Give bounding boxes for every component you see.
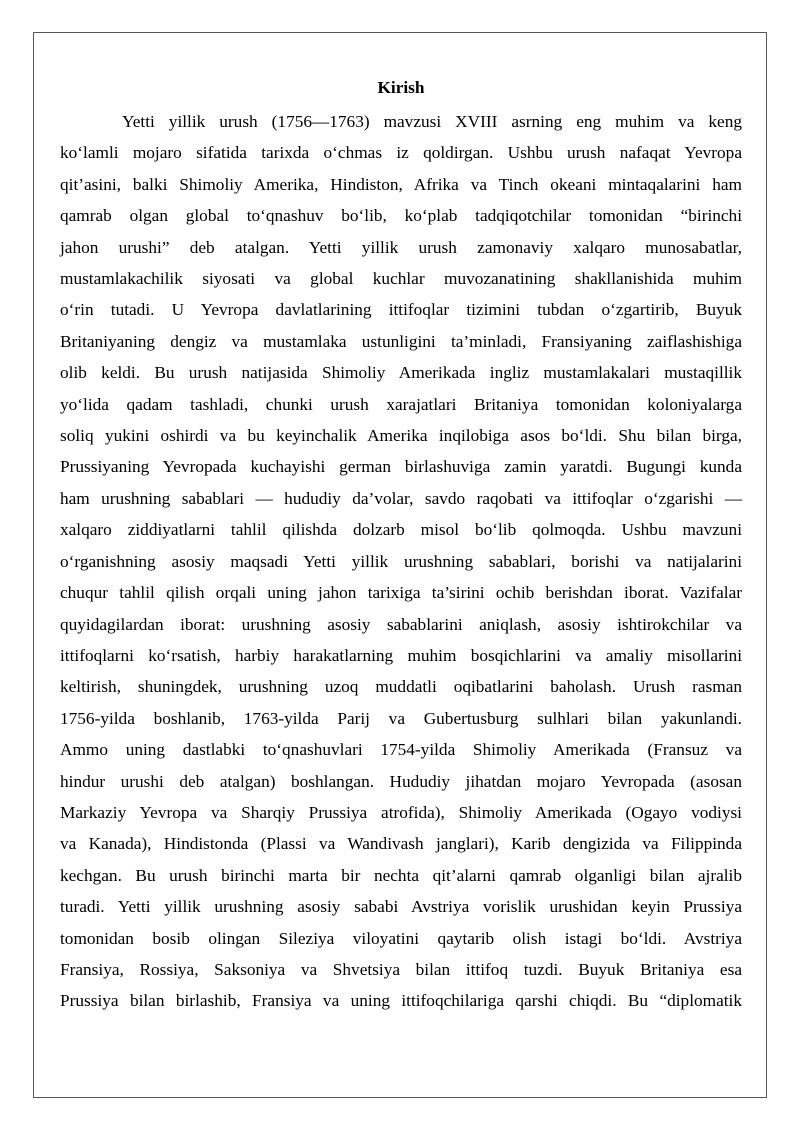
text-line: yo‘lida qadam tashladi, chunki urush xarajatlari Britaniya tomonidan koloniyalarga — [60, 394, 742, 414]
text-line: quyidagilardan iborat: urushning asosiy sabablarini aniqlash, asosiy ishtirokchilar va — [60, 614, 742, 634]
text-line: Fransiya, Rossiya, Saksoniya va Shvetsiya bilan ittifoq tuzdi. Buyuk Britaniya esa — [60, 959, 742, 979]
text-line: ham urushning sabablari — hududiy da’volar, savdo raqobati va ittifoqlar o‘zgarishi — — [60, 488, 742, 508]
document-body — [60, 74, 742, 1017]
text-line: Prussiya bilan birlashib, Fransiya va uning ittifoqchilariga qarshi chiqdi. Bu “diplomatik — [60, 991, 742, 1011]
text-line: o‘rganishning asosiy maqsadi Yetti yillik urushning sabablari, borishi va natijalarini — [60, 551, 742, 571]
text-line: ko‘lamli mojaro sifatida tarixda o‘chmas iz qoldirgan. Ushbu urush nafaqat Yevropa — [60, 143, 742, 163]
text-line: Markaziy Yevropa va Sharqiy Prussiya atrofida), Shimoliy Amerikada (Ogayo vodiysi — [60, 802, 742, 822]
text-line: kechgan. Bu urush birinchi marta bir nechta qit’alarni qamrab olganligi bilan ajralib — [60, 865, 742, 885]
text-line: Prussiyaning Yevropada kuchayishi german birlashuviga zamin yaratdi. Bugungi kunda — [60, 457, 742, 477]
text-line: soliq yukini oshirdi va bu keyinchalik Amerika inqilobiga asos bo‘ldi. Shu bilan birga, — [60, 426, 742, 446]
text-line: keltirish, shuningdek, urushning uzoq muddatli oqibatlarini baholash. Urush rasman — [60, 677, 742, 697]
text-line: va Kanada), Hindistonda (Plassi va Wandivash janglari), Karib dengizida va Filippinda — [60, 834, 742, 854]
text-line: chuqur tahlil qilish orqali uning jahon tarixiga ta’sirini ochib berishdan iborat. Vazifalar — [60, 583, 742, 603]
text-line: Britaniyaning dengiz va mustamlaka ustunligini ta’minladi, Fransiyaning zaiflashishiga — [60, 331, 742, 351]
text-line: o‘rin tutadi. U Yevropa davlatlarining ittifoqlar tizimini tubdan o‘zgartirib, Buyuk — [60, 300, 742, 320]
text-line: qamrab olgan global to‘qnashuv bo‘lib, ko‘plab tadqiqotchilar tomonidan “birinchi — [60, 206, 742, 226]
text-line: ittifoqlarni ko‘rsatish, harbiy harakatlarning muhim bosqichlarini va amaliy misollarini — [60, 645, 742, 665]
text-line: hindur urushi deb atalgan) boshlangan. Hududiy jihatdan mojaro Yevropada (asosan — [60, 771, 742, 791]
text-line: xalqaro ziddiyatlarni tahlil qilishda dolzarb misol bo‘lib qolmoqda. Ushbu mavzuni — [60, 520, 742, 540]
paragraph — [60, 106, 742, 1017]
text-line: jahon urushi” deb atalgan. Yetti yillik urush zamonaviy xalqaro munosabatlar, — [60, 237, 742, 257]
document-title: Kirish — [377, 78, 425, 97]
text-line: olib keldi. Bu urush natijasida Shimoliy Amerikada ingliz mustamlakalari mustaqillik — [60, 363, 742, 383]
text-line: turadi. Yetti yillik urushning asosiy sababi Avstriya vorislik urushidan keyin Prussiya — [60, 897, 742, 917]
text-line: Ammo uning dastlabki to‘qnashuvlari 1754-yilda Shimoliy Amerikada (Fransuz va — [60, 740, 742, 760]
text-line: Yetti yillik urush (1756—1763) mavzusi XVIII asrning eng muhim va keng — [122, 112, 742, 131]
text-line: 1756-yilda boshlanib, 1763-yilda Parij va Gubertusburg sulhlari bilan yakunlandi. — [60, 708, 742, 728]
text-line: mustamlakachilik siyosati va global kuchlar muvozanatining shakllanishida muhim — [60, 269, 742, 289]
text-line: qit’asini, balki Shimoliy Amerika, Hindiston, Afrika va Tinch okeani mintaqalarini ham — [60, 174, 742, 194]
text-line: tomonidan bosib olingan Sileziya viloyatini qaytarib olish istagi bo‘ldi. Avstriya — [60, 928, 742, 948]
